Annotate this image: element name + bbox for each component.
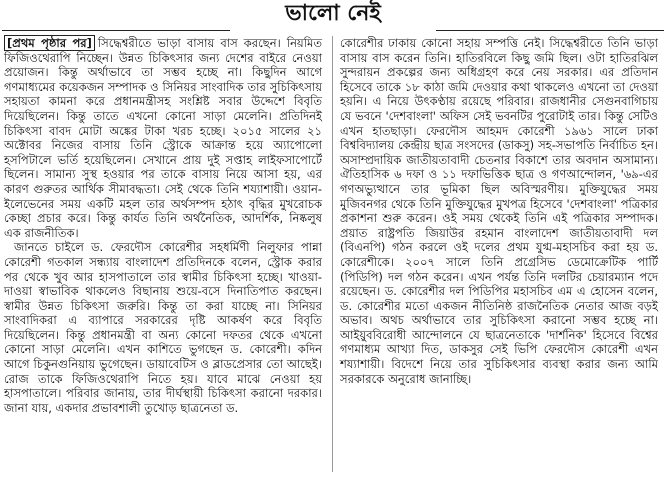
- paragraph-3: কোরেশীর ঢাকায় কোনো সহায় সম্পত্তি নেই। সিদ্ধেশ্বরীতে তিনি ভাড়া বাসায় বাস করেন তিনি। হাতিরবিলে কিছু জমি ছিল। ওটা হাতিরঝিল সুন্দরায়ন প্রকল্পের জন্য অধিগ্রহণ করে নেয় সরকার। এর প্রতিদান হিসেবে তাকে ১৮ কাঠা জমি দেওয়ার কথা থাকলেও এখনো তা দেওয়া হয়নি। এ নিয়ে উৎকণ্ঠায় রয়েছে পরিবার। রাজধানীর সেগুনবাগিচায় যে ভবনে 'দেশবাংলা' অফিস সেই ভবনটির পুরোটাই তার। কিন্তু সেটিও এখন হাতছাড়া। ফেরদৌস আহমদ কোরেশী ১৯৬১ সালে ঢাকা বিশ্ববিদ্যালয় কেন্দ্রীয় ছাত্র সংসদের (ডাকসু) সহ-সভাপতি নির্বাচিত হন। অসাম্প্রদায়িক জাতীয়তাবাদী চেতনার বিকাশে তার অবদান অসামান্য। ঐতিহাসিক ৬ দফা ও ১১ দফাভিত্তিক ছাত্র ও গণআন্দোলন, '৬৯-এর গণঅভ্যুত্থানে তার ভূমিকা ছিল অবিস্মরণীয়। মুক্তিযুদ্ধের সময় মুজিবনগর থেকে তিনি মুক্তিযুদ্ধের মুখপত্র হিসেবে 'দেশবাংলা' পত্রিকার প্রকাশনা শুরু করেন। ওই সময় থেকেই তিনি এই পত্রিকার সম্পাদক। প্রয়াত রাষ্ট্রপতি জিয়াউর রহমান বাংলাদেশ জাতীয়তাবাদী দল (বিএনপি) গঠন করলে ওই দলের প্রথম যুগ্ম-মহাসচিব করা হয় ড. কোরেশীকে। ২০০৭ সালে তিনি প্রগ্রেসিভ ডেমোক্রেটিক পার্টি (পিডিপি) দল গঠন করেন। এখন পর্যন্ত তিনি দলটির চেয়ারম্যান পদে রয়েছেন। ড. কোরেশীর দল পিডিপির মহাসচিব এম এ হোসেন বলেন, ড. কোরেশীর মতো একজন নীতিনিষ্ঠ রাজনৈতিক নেতার আজ বড়ই অভাব। অথচ অর্থাভাবে তার সুচিকিৎসা করানো সম্ভব হচ্ছে না। আইয়ুববিরোধী আন্দোলনে যে ছাত্রনেতাকে 'দার্শনিক' হিসেবে বিশ্বের গণমাধ্যম আখ্যা দিত, ডাকসুর সেই ভিপি ফেরদৌস কোরেশী এখন শয্যাশায়ী। বিদেশে নিয়ে তার সুচিকিৎসার ব্যবস্থা করার জন্য আমি সরকারকে অনুরোধ জানাচ্ছি।: [340, 36, 658, 386]
- headline-rule-left: [2, 30, 230, 31]
- continued-tag: [প্রথম পৃষ্ঠার পর]: [4, 35, 95, 51]
- article-column-2: [340, 36, 658, 386]
- headline: ভালো নেই: [285, 1, 381, 26]
- column-divider: [332, 36, 333, 472]
- paragraph-2: জানতে চাইলে ড. ফেরদৌস কোরেশীর সহধর্মিণী নিলুফার পান্না কোরেশী গতকাল সন্ধ্যায় বাংলাদেশ প্রতিদিনকে বলেন, স্ট্রোক করার পর থেকে খুব আর হাসপাতালে তার স্বামীর চিকিৎসা হচ্ছে। খাওয়া-দাওয়া স্বাভাবিক থাকলেও বিছানায় শুয়ে-বসে দিনাতিপাত করছেন। স্বামীর উন্নত চিকিৎসা জরুরি। কিন্তু তা করা যাচ্ছে না। সিনিয়র সাংবাদিকরা এ ব্যাপারে সরকারের দৃষ্টি আকর্ষণ করে বিবৃতি দিয়েছিলেন। কিন্তু প্রধানমন্ত্রী বা অন্য কোনো দফতর থেকে এখনো কোনো সাড়া মেলেনি। এখন কাশিতে ভুগছেন ড. কোরেশী। কদিন আগে চিকুনগুনিয়ায় ভুগেছেন। ডায়াবেটিস ও ব্লাডপ্রেসার তো আছেই। রোজ তাকে ফিজিওথেরাপি নিতে হয়। যাবে মাঝে নেওয়া হয় হাসপাতালে। পরিবার জানায়, তার দীর্ঘস্থায়ী চিকিৎসা করানো দরকার। জানা যায়, একদার প্রভাবশালী তুখোড় ছাত্রনেতা ড.: [4, 240, 322, 415]
- article-column-1: [4, 36, 322, 415]
- headline-rule-right: [436, 30, 664, 31]
- paragraph-1: [4, 36, 322, 240]
- paragraph-1-text: সিদ্ধেশ্বরীতে ভাড়া বাসায় বাস করছেন। নিয়মিত ফিজিওথেরাপি নিচ্ছেন। উন্নত চিকিৎসার জন্য দেশের বাইরে নেওয়া প্রয়োজন। কিন্তু অর্থাভাবে তা সম্ভব হচ্ছে না। কিছুদিন আগে গণমাধ্যমের কয়েকজন সম্পাদক ও সিনিয়র সাংবাদিক তার সুচিকিৎসায় সহায়তা কামনা করে প্রধানমন্ত্রীসহ সংশ্লিষ্ট সবার উদ্দেশে বিবৃতি দিয়েছিলেন। কিন্তু তাতে এখনো কোনো সাড়া মেলেনি। প্রতিদিনই চিকিৎসা বাবদ মোটা অঙ্কের টাকা খরচ হচ্ছে। ২০১৫ সালের ২১ অক্টোবর নিজের বাসায় তিনি স্ট্রোকে আক্রান্ত হয়ে অ্যাপোলো হসপিটালে ভর্তি হয়েছিলেন। সেখানে প্রায় দুই সপ্তাহ লাইফসাপোর্টে ছিলেন। সামান্য সুস্থ হওয়ার পর তাকে বাসায় নিয়ে আসা হয়, এর কারণ গুরুতর আর্থিক সীমাবদ্ধতা। সেই থেকে তিনি শয্যাশায়ী। ওয়ান-ইলেভেনের সময় একটি মহল তার অর্থসম্পদ হঠাৎ বৃদ্ধির মুখরোচক কেচ্ছা প্রচার করে। কিন্তু কার্যত তিনি অর্থনৈতিক, আদর্শিক, নিষ্কলুষ এক রাজনীতিক।: [4, 36, 323, 240]
